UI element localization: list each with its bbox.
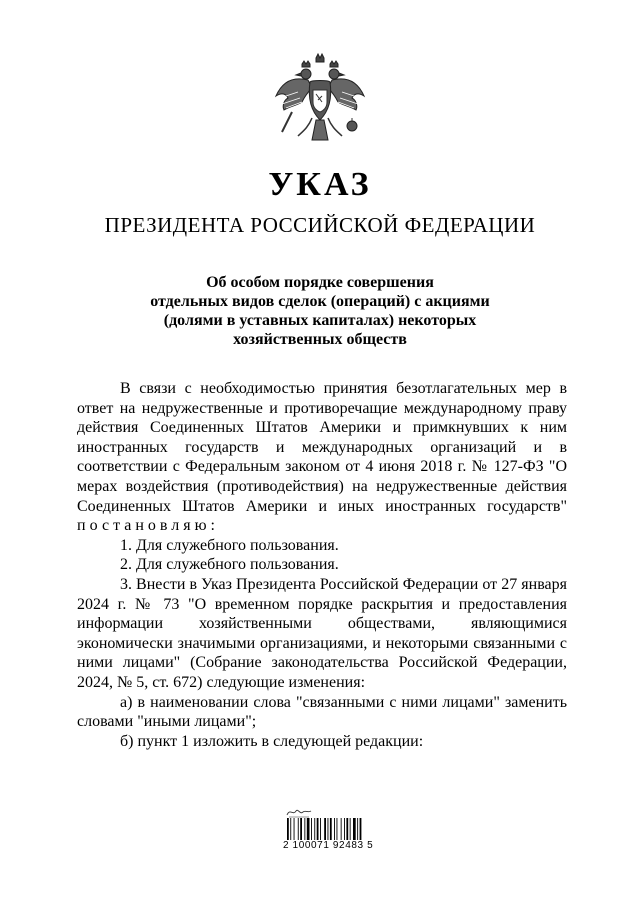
intro-text: В связи с необходимостью принятия безотлагательных мер в ответ на недружественные и противоречащие международному праву действия Соединенных Штатов Америки и примкнувших к ним иностранных государств и международных организаций и в соответствии с Федеральным законом от 4 июня 2018 г. № 127-ФЗ "О мерах воздействия (противодействия) на недружественные действия Соединенных Штатов Америки и иных иностранных государств" [77, 380, 567, 515]
heading-line: (долями в уставных капиталах) некоторых [163, 312, 477, 329]
sub-item-b: б) пункт 1 изложить в следующей редакции: [120, 732, 424, 750]
item-2: 2. Для служебного пользования. [120, 556, 339, 574]
barcode-bar [334, 818, 335, 840]
barcode-bar [330, 818, 332, 840]
barcode-bar [360, 818, 362, 840]
barcode-bar [344, 818, 345, 840]
decree-word: постановляю: [77, 517, 219, 535]
barcode-bar [300, 818, 302, 840]
intro-paragraph [77, 379, 567, 536]
barcode-bar [346, 818, 348, 840]
barcode-bar [311, 818, 312, 840]
barcode-bar [357, 818, 358, 840]
registration-stamp [286, 806, 312, 818]
barcode [287, 818, 363, 840]
barcode-bar [350, 818, 351, 840]
heading-line: хозяйственных обществ [233, 331, 407, 348]
barcode-bar [307, 818, 310, 840]
barcode-bar [290, 818, 291, 840]
barcode-bar [304, 818, 305, 840]
barcode-bar [298, 818, 299, 840]
barcode-number: 2 100071 92483 5 [283, 840, 374, 851]
document-subtitle: ПРЕЗИДЕНТА РОССИЙСКОЙ ФЕДЕРАЦИИ [104, 213, 536, 237]
barcode-bar [320, 818, 321, 840]
item-3: 3. Внести в Указ Президента Российской Федерации от 27 января 2024 г. № 73 "О временном порядке раскрытия и предоставления информации хозяйственными обществами, являющимися экономически значимыми организациями, и некоторыми связанными с ними лицами" (Собрание законодательства Российской Федерации, 2024, № 5, ст. 672) следующие изменения: [77, 575, 567, 691]
coat-of-arms-emblem [272, 52, 368, 148]
barcode-bar [317, 818, 319, 840]
sub-item-a: а) в наименовании слова "связанными с ними лицами" заменить словами "иными лицами"; [77, 693, 567, 731]
barcode-bar [337, 818, 338, 840]
document-heading [0, 273, 640, 349]
barcode-bar [341, 818, 342, 840]
barcode-bar [314, 818, 315, 840]
barcode-bar [353, 818, 356, 840]
heading-line: Об особом порядке совершения [206, 274, 434, 291]
document-title: УКАЗ [268, 166, 372, 203]
document-body [77, 379, 567, 751]
barcode-bar [324, 818, 326, 840]
barcode-bar [328, 818, 329, 840]
heading-line: отдельных видов сделок (операций) с акциями [150, 293, 490, 310]
barcode-bar [294, 818, 295, 840]
barcode-bar [287, 818, 289, 840]
item-1: 1. Для служебного пользования. [120, 536, 339, 554]
